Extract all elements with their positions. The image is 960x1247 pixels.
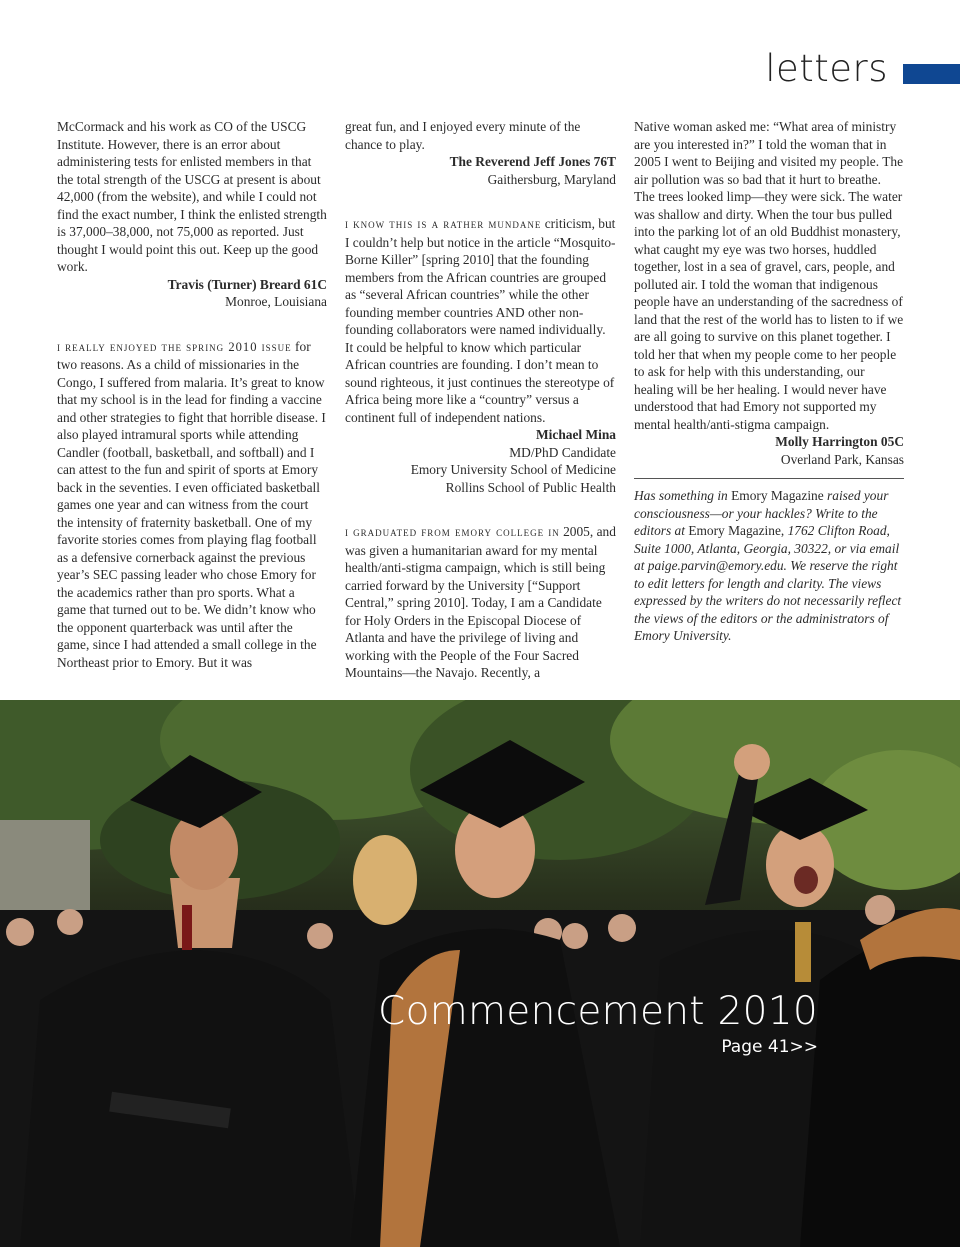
submission-invitation xyxy=(634,487,904,645)
letter-text: criticism, but I couldn’t help but notice in the article “Mosquito-Borne Killer” [spring 2010] that the founding members from the African countries are grouped as “several African countries” while the other founding member countries AND other non-founding collaborators were named individually. It could be helpful to know which particular African countries are founding. I don’t mean to sound righteous, it just continues the stereotype of Africa being more like a “country” versus a continent full of independent nations. xyxy=(345,216,616,425)
letter-text: Native woman asked me: “What area of ministry are you interested in?” I told the woman that in 2005 I went to Beijing and visited my people. The air pollution was so bad that it hurt to breathe. The trees looked limp—they were sick. The water was shallow and dirty. When the tour bus pulled into the parking lot of an old Buddhist monastery, what caught my eye was two horses, huddled together, lost in a sea of gravel, cars, people, and polluted air. I told the woman that indigenous people have an understanding of the sacredness of land that the rest of the world has to listen to if we are all going to survive on this planet together. I told her that when my people come to her people to ask for help with this understanding, our healing will be her healing. I would never have understood that had Emory not supported my mental health/anti-stigma campaign. xyxy=(634,119,904,432)
letter xyxy=(634,118,904,468)
letter xyxy=(57,338,327,672)
graduates-illustration xyxy=(0,700,960,1247)
signature-affiliation: Emory University School of Medicine xyxy=(410,462,616,477)
letter-signature xyxy=(345,426,616,496)
letter-text: great fun, and I enjoyed every minute of the chance to play. xyxy=(345,119,581,152)
letter-lead: i really enjoyed the spring 2010 issue xyxy=(57,339,292,354)
photo-caption[interactable] xyxy=(378,989,818,1057)
signature-name: Travis (Turner) Breard 61C xyxy=(167,276,327,292)
signature-location: Monroe, Louisiana xyxy=(225,294,327,309)
letter-signature xyxy=(57,276,327,311)
letter-body xyxy=(634,118,904,433)
letter xyxy=(345,118,616,188)
letter-text: McCormack and his work as CO of the USCG Institute. However, there is an error about administering tests for enlisted members in that the total strength of the USCG at present is about 42,000 (from the website), and while I could not find the exact number, I think the enlisted strength is 37,000–38,000, not 75,000 as reported. Just thought I would point this out. Keep up the good work. xyxy=(57,119,327,274)
letter-text: 2005, and was given a humanitarian award for my mental health/anti-stigma campaign, which is still being carried forward by the University [“Support Central,” spring 2010]. Today, I am a Candidate for Holy Orders in the Episcopal Diocese of Atlanta and have the privilege of living and working with the People of the Four Sacred Mountains—the Navajo. Recently, a xyxy=(345,524,616,680)
signature-affiliation: Rollins School of Public Health xyxy=(445,479,616,495)
letter-signature xyxy=(345,153,616,188)
letter-lead: i graduated from emory college in xyxy=(345,525,560,539)
letter-body xyxy=(57,338,327,672)
caption-page-link[interactable]: Page 41>> xyxy=(721,1036,818,1057)
letter-signature xyxy=(634,433,904,468)
letter xyxy=(345,523,616,682)
signature-title: MD/PhD Candidate xyxy=(509,444,616,460)
letter-body xyxy=(345,215,616,426)
letters-column-3 xyxy=(634,118,904,645)
letter xyxy=(57,118,327,311)
letter-body xyxy=(345,118,616,153)
divider xyxy=(634,478,904,479)
signature-name: Molly Harrington 05C xyxy=(775,434,904,449)
magazine-name: Emory Magazine, xyxy=(688,523,785,538)
letter-lead: i know this is a rather mundane xyxy=(345,217,542,231)
commencement-photo[interactable] xyxy=(0,700,960,1247)
letter-body xyxy=(57,118,327,276)
caption-title: Commencement 2010 xyxy=(378,989,818,1034)
signature-name: The Reverend Jeff Jones 76T xyxy=(449,154,616,169)
signature-location: Overland Park, Kansas xyxy=(780,451,904,467)
section-title: letters xyxy=(765,47,888,90)
signature-location: Gaithersburg, Maryland xyxy=(487,171,616,187)
letter xyxy=(345,215,616,496)
invite-text: raised your consciousness—or your hackles? Write to the editors at xyxy=(634,488,889,538)
letter-body xyxy=(345,523,616,682)
invite-text: Has something in xyxy=(634,488,732,503)
signature-name: Michael Mina xyxy=(536,427,616,442)
letters-column-2 xyxy=(345,118,616,682)
letters-column-1 xyxy=(57,118,327,671)
section-accent-bar xyxy=(903,64,960,84)
invite-text: 1762 Clifton Road, Suite 1000, Atlanta, Georgia, 30322, or via email at paige.parvin@emory.edu. We reserve the right to edit letters for length and clarity. The views expressed by the writers do not necessarily reflect the views of the editors or the administrators of Emory University. xyxy=(634,523,902,643)
letter-text: for two reasons. As a child of missionaries in the Congo, I suffered from malaria. It’s great to know that my school is in the lead for finding a vaccine and other strategies to fight that horrible disease. I also played intramural sports while attending Candler (football, basketball, and softball) and I can attest to the fun and spirit of sports at Emory back in the seventies. I even officiated basketball games one year and can witness from the court the intensity of fraternity basketball. One of my favorite stories comes from playing flag football as a defensive cornerback against the previous year’s SEC passing leader who chose Emory for the academics rather than pro sports. What a game that turned out to be. We didn’t know who the opponent quarterback was until after the game, since I had attended a small college in the Northeast prior to Emory. But it was xyxy=(57,338,326,670)
magazine-name: Emory Magazine xyxy=(731,488,824,503)
